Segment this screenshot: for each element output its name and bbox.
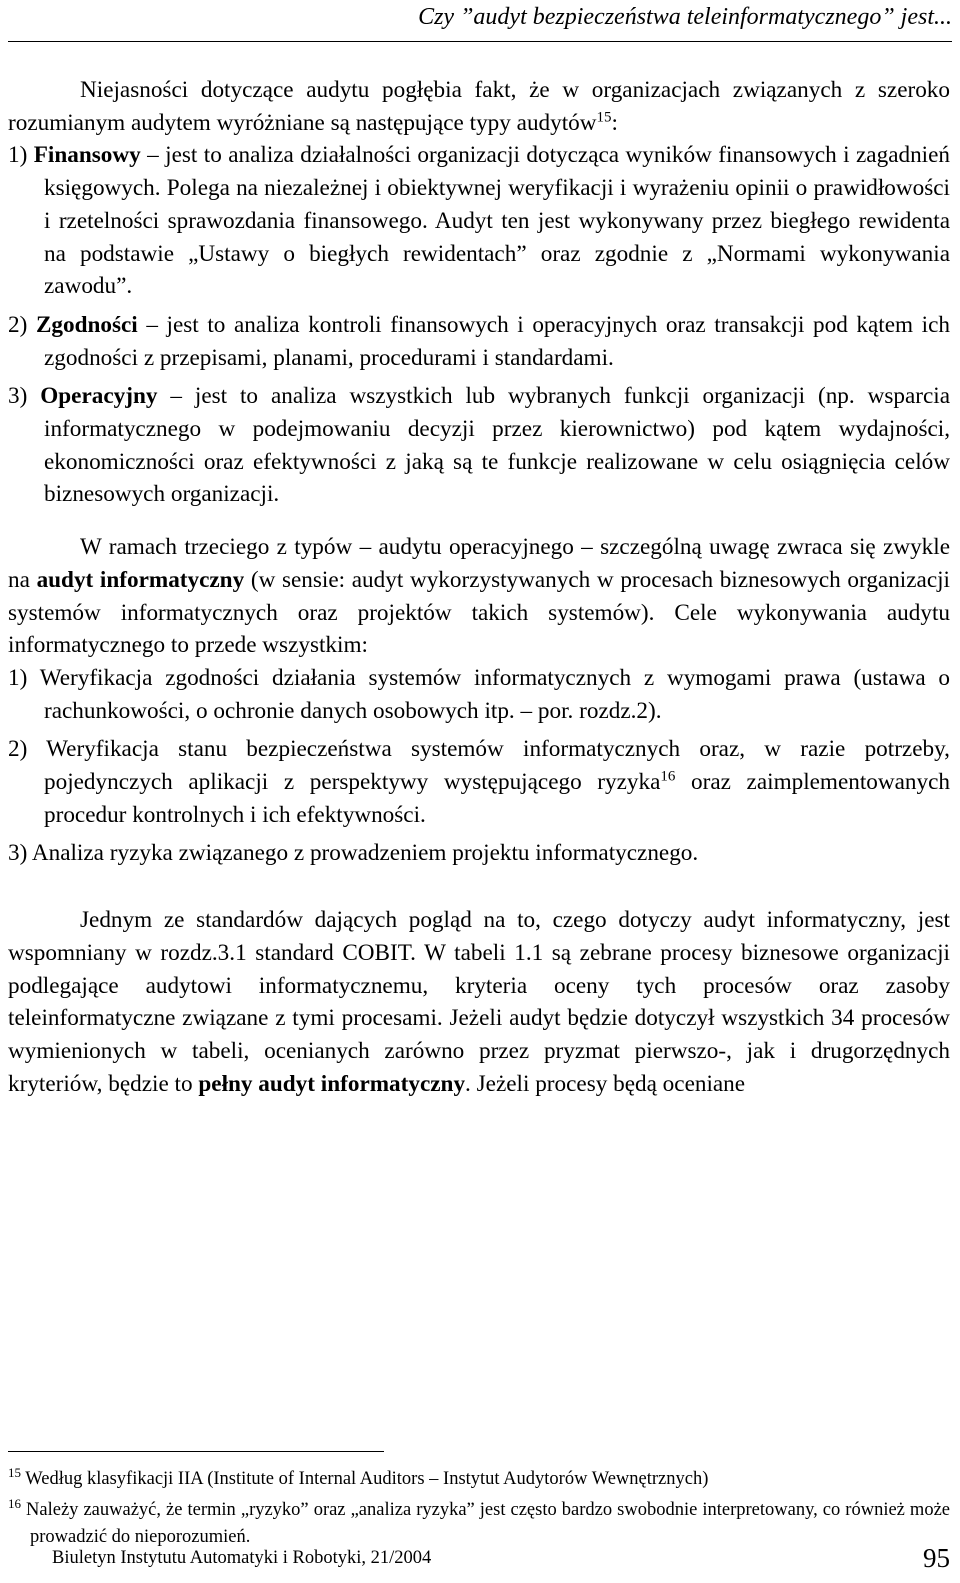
list-item-goal-3	[8, 837, 950, 870]
footnote-number: 15	[8, 1464, 21, 1480]
bold-term: audyt informatyczny	[36, 566, 245, 593]
item-term: Zgodności	[35, 311, 138, 338]
page-number: 95	[923, 1543, 950, 1573]
running-header	[8, 0, 952, 32]
item-text: Weryfikacja zgodności działania systemów informatycznych z wymogami prawa (ustawa o rachunkowości, o ochronie danych osobowych itp. – por. rozdz.2).	[39, 664, 950, 724]
item-text: – jest to analiza działalności organizacji dotycząca wyników finansowych i zagadnień księgowych. Polega na niezależnej i obiektywnej weryfikacji i wyrażeniu opinii o prawidłowości i rzetelności sprawozdania finansowego. Audyt ten jest wykonywany przez biegłego rewidenta na podstawie „Ustawy o biegłych rewidentach” oraz zgodnie z „Normami wykonywania zawodu”.	[44, 142, 950, 300]
audit-goals-list	[8, 662, 950, 870]
page-footer	[52, 1543, 950, 1573]
item-text: Analiza ryzyka związanego z prowadzeniem projektu informatycznego.	[31, 840, 699, 867]
footnote-number: 16	[8, 1495, 21, 1511]
footnote-ref-15[interactable]: 15	[596, 108, 612, 125]
item-number: 3)	[8, 840, 28, 867]
page-body	[8, 74, 950, 1100]
footnote-text: Według klasyfikacji IIA (Institute of Internal Auditors – Instytut Audytorów Wewnętrznych)	[25, 1469, 709, 1489]
list-item-compliance	[8, 309, 950, 374]
list-item-operational	[8, 380, 950, 511]
item-number: 2)	[8, 311, 28, 338]
item-term: Operacyjny	[40, 383, 158, 410]
list-item-financial	[8, 139, 950, 303]
footnote-15	[8, 1466, 950, 1493]
footnote-ref-16[interactable]: 16	[660, 768, 676, 785]
paragraph-text: (w sensie: audyt wykorzystywanych w procesach biznesowych organizacji systemów informatycznych oraz projektów takich systemów). Cele wykonywania audytu informatycznego to przede wszystkim:	[8, 566, 951, 659]
bold-term: pełny audyt informatyczny	[198, 1070, 466, 1097]
cobit-paragraph	[8, 904, 950, 1100]
item-term: Finansowy	[33, 142, 141, 169]
item-text: – jest to analiza wszystkich lub wybranych funkcji organizacji (np. wsparcia informatycznego w podejmowaniu decyzji przez kierownictwo) pod kątem wydajności, ekonomiczności oraz efektywności z jaką są te funkcje realizowane w celu osiągnięcia celów biznesowych organizacji.	[44, 383, 951, 508]
list-item-goal-1	[8, 662, 950, 727]
it-audit-paragraph	[8, 531, 950, 662]
audit-types-list	[8, 139, 950, 511]
intro-paragraph	[8, 74, 950, 139]
paragraph-text: . Jeżeli procesy będą oceniane	[465, 1070, 746, 1097]
paragraph-text: Jednym ze standardów dających pogląd na to, czego dotyczy audyt informatyczny, jest wspomniany w rozdz.3.1 standard COBIT. W tabeli 1.1 są zebrane procesy biznesowe organizacji podlegające audytowi informatycznemu, kryteria oceny tych procesów oraz zasoby teleinformatyczne związane z tymi procesami. Jeżeli audyt będzie dotyczył wszystkich 34 procesów wymienionych w tabeli, ocenianych zarówno przez pryzmat pierwszo-, jak i drugorzędnych kryteriów, będzie to	[8, 907, 950, 1097]
item-number: 1)	[8, 664, 28, 691]
footnote-text: Należy zauważyć, że termin „ryzyko” oraz „analiza ryzyka” jest często bardzo swobodnie interpretowany, co również może prowadzić do nieporozumień.	[26, 1500, 950, 1547]
item-number: 2)	[8, 736, 28, 763]
intro-end: :	[611, 109, 618, 136]
item-number: 3)	[8, 383, 28, 410]
item-text: oraz zaimplementowanych procedur kontrolnych i ich efektywności.	[44, 769, 951, 828]
footnotes	[8, 1466, 950, 1555]
footnote-separator	[8, 1451, 384, 1452]
list-item-goal-2	[8, 733, 950, 831]
paragraph-text: W ramach trzeciego z typów – audytu operacyjnego – szczególną uwagę zwraca się zwykle na	[8, 534, 950, 593]
running-title: Czy ”audyt bezpieczeństwa teleinformatycznego” jest...	[418, 4, 952, 30]
intro-text: Niejasności dotyczące audytu pogłębia fakt, że w organizacjach związanych z szeroko rozumianym audytem wyróżniane są następujące typy audytów	[8, 77, 950, 136]
journal-citation: Biuletyn Instytutu Automatyki i Robotyki, 21/2004	[52, 1548, 432, 1568]
item-number: 1)	[8, 142, 28, 169]
header-rule	[8, 41, 952, 42]
item-text: – jest to analiza kontroli finansowych i operacyjnych oraz transakcji pod kątem ich zgodności z przepisami, planami, procedurami i standardami.	[44, 311, 950, 371]
item-text: Weryfikacja stanu bezpieczeństwa systemów informatycznych oraz, w razie potrzeby, pojedynczych aplikacji z perspektywy występującego ryzyka	[44, 736, 950, 796]
